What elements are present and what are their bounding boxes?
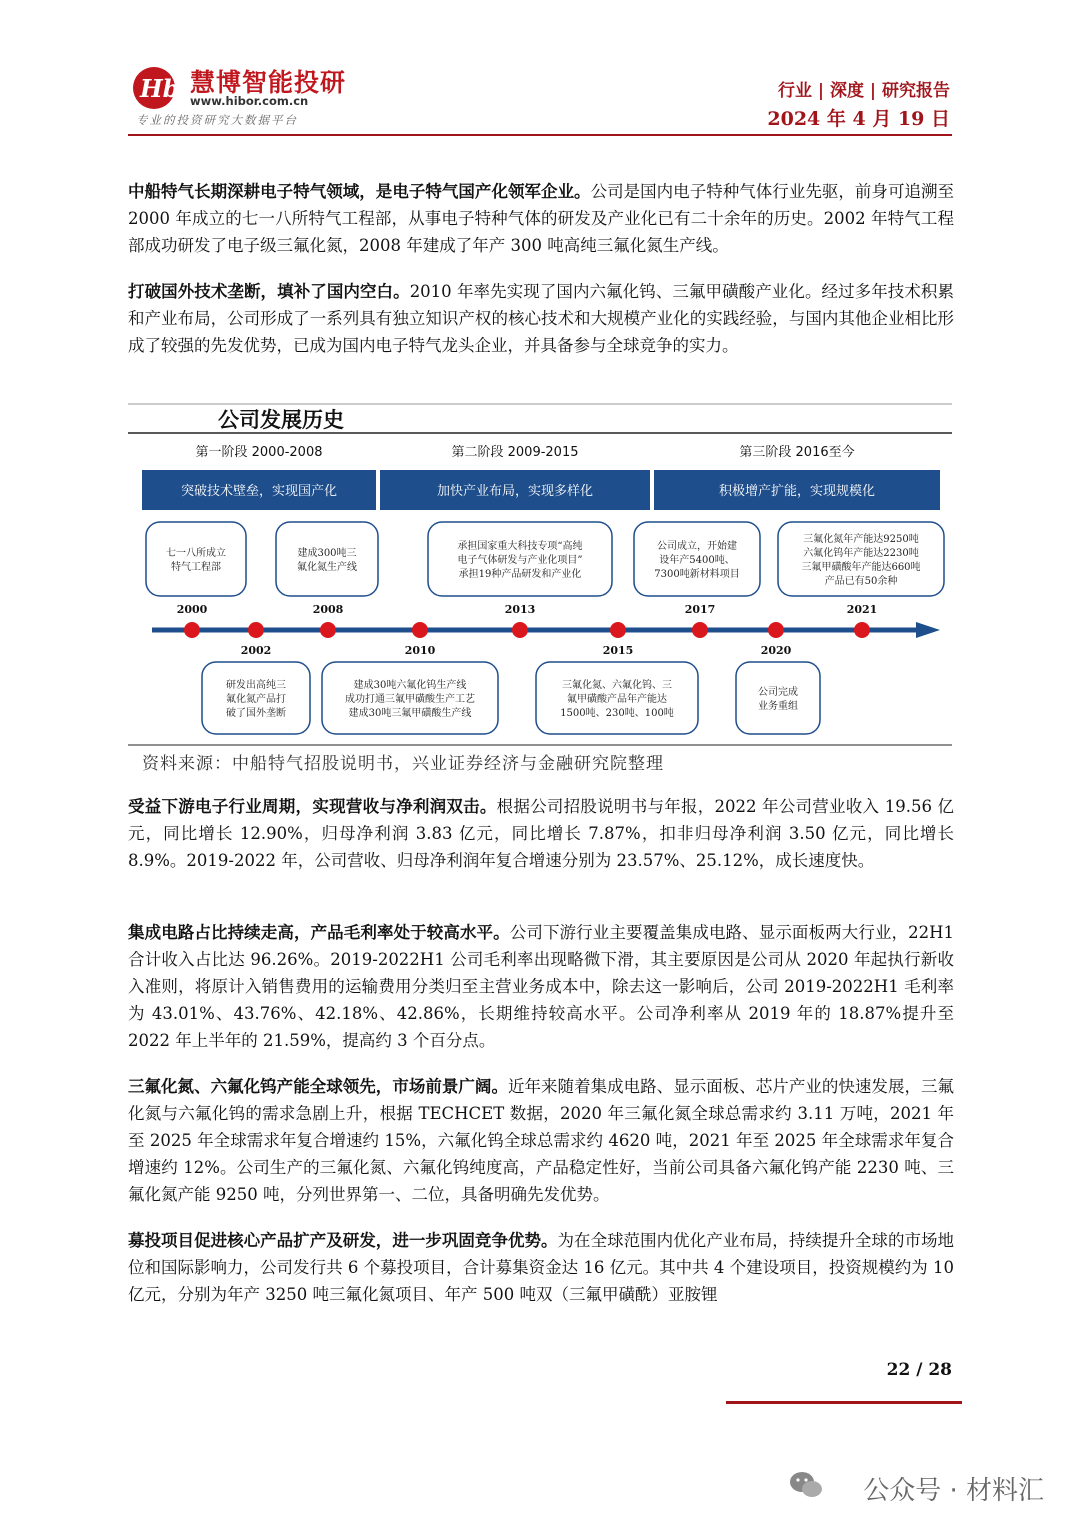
header-divider: [128, 134, 952, 136]
event-text: 公司成立，开始建: [657, 541, 737, 552]
event-year: 2017: [684, 603, 716, 616]
logo-name: 慧博智能投研: [190, 68, 347, 97]
event-text: 建成30吨三氟甲磺酸生产线: [348, 708, 472, 719]
logo-url: www.hibor.com.cn: [190, 94, 309, 108]
paragraph-lead: 打破国外技术垄断，填补了国内空白。: [128, 282, 410, 301]
paragraph-lead: 集成电路占比持续走高，产品毛利率处于较高水平。: [128, 923, 510, 942]
event-text: 公司完成: [758, 687, 798, 698]
page-number: 22 / 28: [886, 1360, 952, 1380]
event-text: 成功打通三氟甲磺酸生产工艺: [345, 694, 475, 705]
paragraph: [128, 278, 954, 359]
paragraph-lead: 中船特气长期深耕电子特气领域，是电子特气国产化领军企业。: [128, 182, 591, 201]
paragraph: [128, 1073, 954, 1208]
paragraph-text: 根据公司招股说明书与年报，2022 年公司营业收入 19.56 亿元，同比增长 12.90%，归母净利润 3.83 亿元，同比增长 7.87%，扣非归母净利润 3.50 亿元，同比增长 8.9%。2019-2022 年，公司营收、归母净利润年复合增速分别为 23.57%、25.12%，成长速度快。: [128, 797, 954, 870]
paragraph-text: 公司是国内电子特种气体行业先驱，前身可追溯至 2000 年成立的七一八所特气工程部，从事电子特种气体的研发及产业化已有二十余年的历史。2002 年特气工程部成功研发了电子级三氟化氮，2008 年建成了年产 300 吨高纯三氟化氮生产线。: [128, 182, 955, 255]
event-year: 2002: [240, 644, 272, 657]
event-card: [276, 522, 378, 596]
paragraph-text: 为在全球范围内优化产业布局，持续提升全球的市场地位和国际影响力，公司发行共 6 个募投项目，合计募集资金达 16 亿元。其中共 4 个建设项目，投资规模约为 10 亿元，分别为年产 3250 吨三氟化氮项目、年产 500 吨双（三氟甲磺酰）亚胺锂: [128, 1231, 955, 1304]
timeline: [152, 622, 940, 638]
phase-label: 第二阶段 2009-2015: [451, 445, 579, 460]
event-year: 2000: [176, 603, 208, 616]
event-text: 业务重组: [758, 701, 798, 712]
svg-text:Hb: Hb: [140, 74, 180, 103]
timeline-dot: [320, 622, 336, 638]
wechat-icon: [788, 1470, 824, 1500]
event-text: 研发出高纯三: [226, 680, 286, 691]
paragraph: [128, 1227, 954, 1308]
paragraph-lead: 受益下游电子行业周期，实现营收与净利润双击。: [128, 797, 497, 816]
company-history-figure: [128, 402, 952, 747]
event-text: 氟化氮产品打: [226, 694, 286, 705]
paragraph: [128, 919, 954, 1054]
event-year: 2021: [846, 603, 878, 616]
event-text: 设年产5400吨、: [659, 555, 735, 566]
event-text: 三氟化氮、六氟化钨、三: [562, 680, 672, 691]
paragraph-text: 近年来随着集成电路、显示面板、芯片产业的快速发展，三氟化氮与六氟化钨的需求急剧上升，根据 TECHCET 数据，2020 年三氟化氮全球总需求约 3.11 万吨，2021 年至 2025 年全球需求年复合增速约 15%，六氟化钨全球总需求约 4620 吨，2021 年至 2025 年全球需求年复合增速约 12%。公司生产的三氟化氮、六氟化钨纯度高，产品稳定性好，当前公司具备六氟化钨产能 2230 吨、三氟化氮产能 9250 吨，分列世界第一、二位，具备明确先发优势。: [128, 1077, 955, 1204]
event-text: 氟化氮生产线: [297, 562, 357, 573]
paragraph-text: 公司下游行业主要覆盖集成电路、显示面板两大行业，22H1 合计收入占比达 96.26%。2019-2022H1 公司毛利率出现略微下滑，其主要原因是公司从 2020 年起执行新收入准则，将原计入销售费用的运输费用分类归至主营业务成本中，除去这一影响后，公司 2019-2022H1 毛利率为 43.01%、43.76%、42.18%、42.86%，长期维持较高水平。公司净利率从 2019 年的 18.87%提升至 2022 年上半年的 21.59%，提高约 3 个百分点。: [128, 923, 955, 1050]
event-text: 承担19种产品研发和产业化: [458, 569, 582, 580]
figure-title: 公司发展历史: [218, 407, 344, 432]
paragraph-lead: 募投项目促进核心产品扩产及研发，进一步巩固竞争优势。: [128, 1231, 558, 1250]
phase-banner-text: 突破技术壁垒，实现国产化: [180, 484, 338, 499]
event-text: 建成300吨三: [297, 548, 357, 559]
event-year: 2013: [504, 603, 536, 616]
figure-source: 资料来源：中船特气招股说明书，兴业证券经济与金融研究院整理: [142, 754, 664, 774]
hibor-logo-icon: [132, 66, 182, 110]
timeline-dot: [248, 622, 264, 638]
event-text: 氟甲磺酸产品年产能达: [567, 694, 667, 705]
timeline-dot: [610, 622, 626, 638]
phase-label: 第三阶段 2016至今: [739, 445, 855, 460]
timeline-dot: [184, 622, 200, 638]
report-type: 行业 | 深度 | 研究报告: [777, 81, 950, 101]
timeline-dot: [854, 622, 870, 638]
logo-slogan: 专业的投资研究大数据平台: [136, 113, 298, 127]
event-text: 特气工程部: [171, 562, 221, 573]
event-text: 7300吨新材料项目: [654, 569, 740, 580]
paragraph-text: 2010 年率先实现了国内六氟化钨、三氟甲磺酸产业化。经过多年技术积累和产业布局，公司形成了一系列具有独立知识产权的核心技术和大规模产业化的实践经验，与国内其他企业相比形成了较强的先发优势，已成为国内电子特气龙头企业，并具备参与全球竞争的实力。: [128, 282, 954, 355]
event-year: 2015: [602, 644, 634, 657]
event-text: 承担国家重大科技专项“高纯: [457, 541, 583, 552]
event-card: [146, 522, 246, 596]
timeline-dot: [692, 622, 708, 638]
event-year: 2010: [404, 644, 436, 657]
footer-divider: [726, 1401, 962, 1404]
report-date: 2024 年 4 月 19 日: [767, 108, 950, 130]
timeline-dot: [768, 622, 784, 638]
event-text: 破了国外垄断: [226, 708, 286, 719]
event-text: 三氟甲磺酸年产能达660吨: [801, 562, 921, 573]
wechat-watermark: 公众号 · 材料汇: [863, 1476, 1044, 1506]
paragraph: [128, 793, 954, 874]
phase-banner-text: 加快产业布局，实现多样化: [436, 484, 594, 499]
event-text: 产品已有50余种: [824, 576, 898, 587]
event-text: 电子气体研发与产业化项目”: [457, 555, 583, 566]
timeline-dot: [512, 622, 528, 638]
event-text: 三氟化氮年产能达9250吨: [803, 534, 919, 545]
event-text: 建成30吨六氟化钨生产线: [353, 680, 467, 691]
event-text: 1500吨、230吨、100吨: [560, 708, 674, 719]
event-text: 七一八所成立: [166, 548, 226, 559]
event-card: [736, 662, 820, 734]
paragraph-lead: 三氟化氮、六氟化钨产能全球领先，市场前景广阔。: [128, 1077, 508, 1096]
event-year: 2020: [760, 644, 792, 657]
paragraph: [128, 178, 954, 259]
phase-banner-text: 积极增产扩能，实现规模化: [718, 484, 876, 499]
event-year: 2008: [312, 603, 344, 616]
phase-label: 第一阶段 2000-2008: [195, 445, 323, 460]
timeline-dot: [412, 622, 428, 638]
event-text: 六氟化钨年产能达2230吨: [803, 548, 919, 559]
